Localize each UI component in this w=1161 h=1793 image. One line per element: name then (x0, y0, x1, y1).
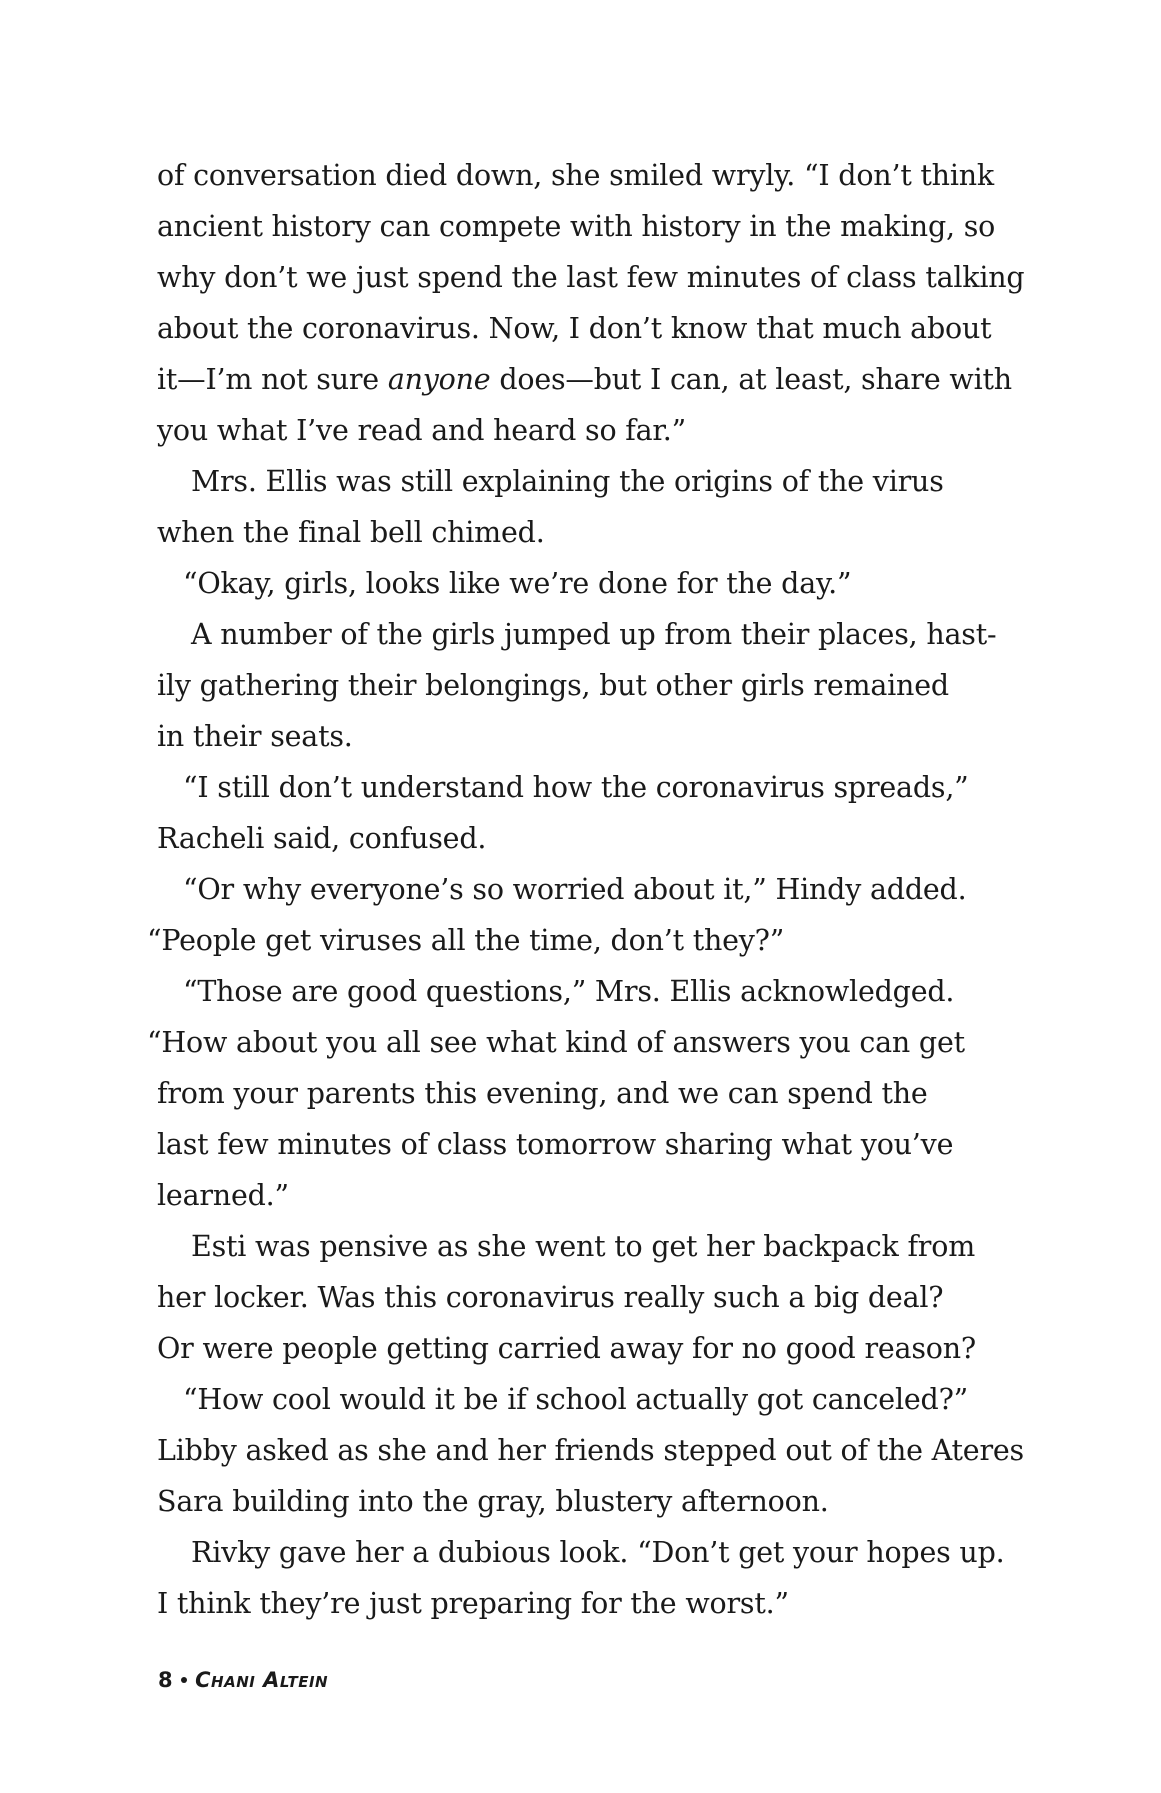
text-line: Libby asked as she and her friends stepped out of the Ateres (157, 1434, 1024, 1467)
text-line: “How about you all see what kind of answers you can get (147, 1026, 965, 1059)
text-line: when the final bell chimed. (157, 516, 545, 549)
text-line: “Or why everyone’s so worried about it,” Hindy added. (183, 873, 967, 906)
text-line: Or were people getting carried away for no good reason? (157, 1332, 976, 1365)
text-line: about the coronavirus. Now, I don’t know that much about (157, 312, 992, 345)
text-line: from your parents this evening, and we can spend the (157, 1077, 928, 1110)
text-line: ancient history can compete with history in the making, so (157, 210, 996, 243)
text-line: Rivky gave her a dubious look. “Don’t get your hopes up. (191, 1536, 1005, 1569)
text-line: it—I’m not sure anyone does—but I can, at least, share with (157, 363, 1012, 396)
text-line: her locker. Was this coronavirus really such a big deal? (157, 1281, 944, 1314)
text-line: Mrs. Ellis was still explaining the origins of the virus (191, 465, 944, 498)
text-line: Esti was pensive as she went to get her backpack from (191, 1230, 976, 1263)
text-line: last few minutes of class tomorrow sharing what you’ve (157, 1128, 954, 1161)
text-line: “People get viruses all the time, don’t they?” (147, 924, 785, 957)
text-line: “Those are good questions,” Mrs. Ellis acknowledged. (183, 975, 955, 1008)
text-line: Sara building into the gray, blustery afternoon. (157, 1485, 829, 1518)
emphasis-text: anyone (387, 363, 491, 396)
text-line: Racheli said, confused. (157, 822, 487, 855)
text-line: in their seats. (157, 720, 353, 753)
page-number: 8 (158, 1668, 174, 1692)
text-line: “How cool would it be if school actually got canceled?” (183, 1383, 969, 1416)
text-line: ily gathering their belongings, but other girls remained (157, 669, 949, 702)
body-text (147, 150, 1025, 1629)
text-line: “Okay, girls, looks like we’re done for the day.” (183, 567, 852, 600)
page-footer (158, 1668, 328, 1692)
bullet-separator-icon (181, 1677, 187, 1683)
text-line: A number of the girls jumped up from their places, hast- (191, 618, 997, 651)
text-line: you what I’ve read and heard so far.” (157, 414, 686, 447)
text-line: I think they’re just preparing for the worst.” (157, 1587, 789, 1620)
text-line: “I still don’t understand how the coronavirus spreads,” (183, 771, 969, 804)
text-line: of conversation died down, she smiled wryly. “I don’t think (157, 159, 994, 192)
text-line: why don’t we just spend the last few minutes of class talking (157, 261, 1025, 294)
author-name: Chani Altein (195, 1668, 329, 1692)
text-line: learned.” (157, 1179, 289, 1212)
